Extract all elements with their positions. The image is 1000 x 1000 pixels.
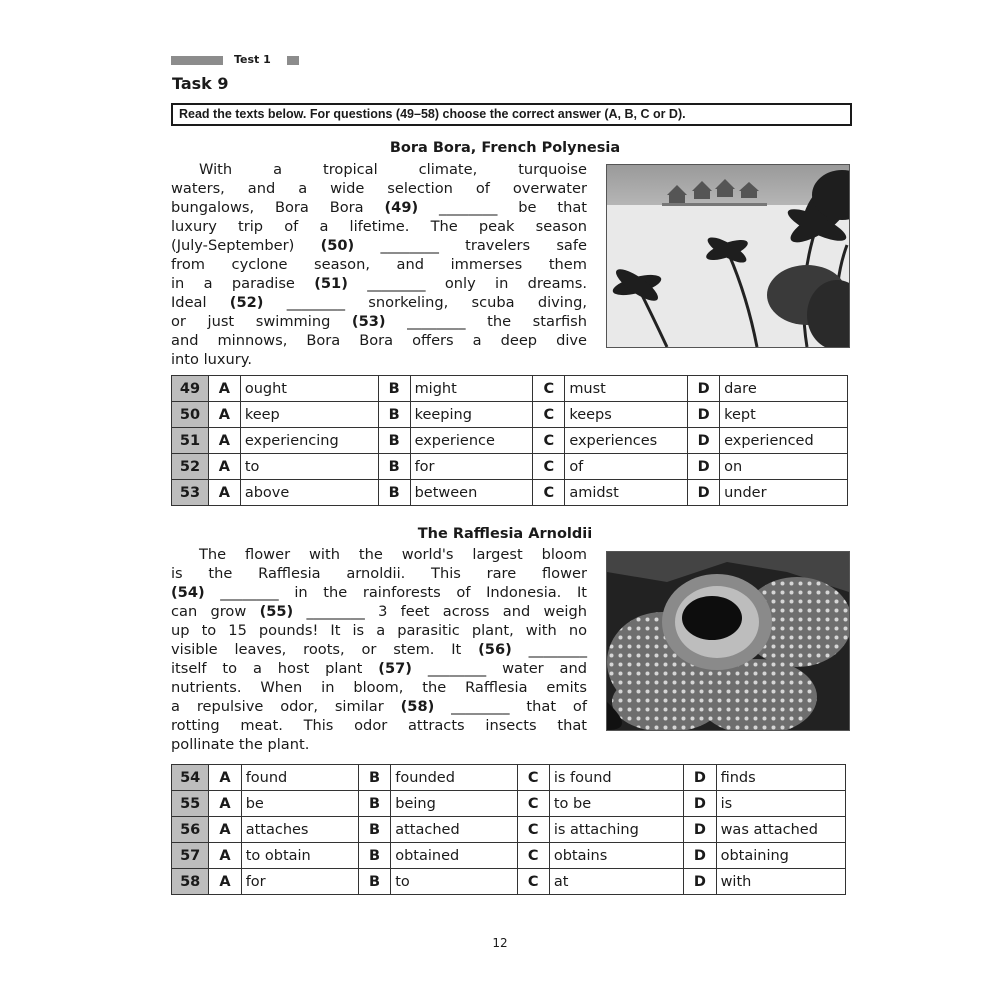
- option-letter-c: C: [533, 454, 565, 480]
- option-letter-b: B: [378, 428, 410, 454]
- option-letter-c: C: [517, 791, 549, 817]
- option-d: was attached: [716, 817, 845, 843]
- rafflesia-photo: [606, 551, 850, 731]
- table-row: [172, 817, 846, 843]
- option-letter-b: B: [378, 402, 410, 428]
- option-letter-b: B: [358, 869, 390, 895]
- paragraph-line: With a tropical climate, turquoise: [199, 161, 587, 178]
- option-letter-b: B: [358, 765, 390, 791]
- option-a: above: [240, 480, 378, 506]
- question-number: 53: [172, 480, 209, 506]
- paragraph-line: itself to a host plant (57) ________ water and: [171, 660, 588, 677]
- beach-palms-photo: [606, 164, 850, 348]
- header-bar-left: [171, 56, 223, 65]
- paragraph-line: (54) ________ in the rainforests of Indonesia. It: [171, 584, 587, 601]
- option-letter-d: D: [684, 791, 716, 817]
- option-letter-c: C: [517, 869, 549, 895]
- option-letter-c: C: [533, 428, 565, 454]
- option-letter-a: A: [208, 402, 240, 428]
- option-a: keep: [240, 402, 378, 428]
- table-row: [172, 869, 846, 895]
- option-letter-b: B: [358, 817, 390, 843]
- paragraph-line: in a paradise (51) ________ only in dreams.: [171, 275, 587, 292]
- beach-palms-image: [607, 165, 849, 347]
- option-letter-d: D: [684, 869, 716, 895]
- paragraph-line: can grow (55) ________ 3 feet across and weigh: [171, 603, 587, 620]
- table-row: [172, 843, 846, 869]
- option-c: to be: [549, 791, 683, 817]
- option-a: ought: [240, 376, 378, 402]
- option-a: to obtain: [241, 843, 358, 869]
- option-c: at: [549, 869, 683, 895]
- question-number: 52: [172, 454, 209, 480]
- paragraph-line: Ideal (52) ________ snorkeling, scuba diving,: [171, 294, 587, 311]
- option-c: amidst: [565, 480, 688, 506]
- paragraph-line: nutrients. When in bloom, the Rafflesia emits: [171, 679, 587, 696]
- option-d: obtaining: [716, 843, 845, 869]
- test-label: Test 1: [234, 53, 271, 66]
- option-letter-a: A: [209, 765, 241, 791]
- task-title: Task 9: [172, 74, 229, 93]
- option-letter-d: D: [688, 402, 720, 428]
- paragraph-line: The flower with the world's largest bloom: [199, 546, 587, 563]
- instruction-box: Read the texts below. For questions (49–58) choose the correct answer (A, B, C or D).: [171, 103, 852, 126]
- option-d: under: [720, 480, 848, 506]
- option-c: keeps: [565, 402, 688, 428]
- paragraph-line: and minnows, Bora Bora offers a deep dive: [171, 332, 587, 349]
- paragraph-line: up to 15 pounds! It is a parasitic plant, with no: [171, 622, 587, 639]
- paragraph-line: into luxury.: [171, 351, 252, 368]
- option-a: experiencing: [240, 428, 378, 454]
- option-letter-a: A: [208, 480, 240, 506]
- paragraph-line: from cyclone season, and immerses them: [171, 256, 587, 273]
- option-a: be: [241, 791, 358, 817]
- option-letter-b: B: [378, 480, 410, 506]
- table-row: [172, 428, 848, 454]
- table-row: [172, 454, 848, 480]
- option-letter-b: B: [358, 843, 390, 869]
- option-a: to: [240, 454, 378, 480]
- paragraph-line: (July-September) (50) ________ travelers safe: [171, 237, 587, 254]
- table-row: [172, 765, 846, 791]
- option-letter-c: C: [533, 402, 565, 428]
- question-number: 50: [172, 402, 209, 428]
- question-number: 57: [172, 843, 209, 869]
- question-number: 56: [172, 817, 209, 843]
- question-number: 58: [172, 869, 209, 895]
- option-b: might: [410, 376, 533, 402]
- table-row: [172, 402, 848, 428]
- option-d: with: [716, 869, 845, 895]
- option-letter-c: C: [517, 765, 549, 791]
- option-letter-d: D: [688, 428, 720, 454]
- option-letter-d: D: [688, 480, 720, 506]
- option-letter-a: A: [208, 376, 240, 402]
- option-letter-b: B: [358, 791, 390, 817]
- option-b: experience: [410, 428, 533, 454]
- paragraph-line: luxury trip of a lifetime. The peak season: [171, 218, 587, 235]
- option-letter-c: C: [517, 817, 549, 843]
- option-letter-b: B: [378, 454, 410, 480]
- option-letter-a: A: [208, 454, 240, 480]
- option-letter-a: A: [208, 428, 240, 454]
- rafflesia-image: [607, 552, 849, 730]
- text2-title: The Rafflesia Arnoldii: [417, 526, 593, 542]
- answer-table-1: [171, 375, 848, 506]
- option-a: attaches: [241, 817, 358, 843]
- paragraph-line: is the Rafflesia arnoldii. This rare flower: [171, 565, 587, 582]
- option-b: to: [391, 869, 517, 895]
- text2-paragraph: [171, 545, 587, 754]
- question-number: 49: [172, 376, 209, 402]
- text1-paragraph: [171, 160, 587, 369]
- table-row: [172, 791, 846, 817]
- paragraph-line: a repulsive odor, similar (58) ________ that of: [171, 698, 588, 715]
- option-d: finds: [716, 765, 845, 791]
- option-letter-b: B: [378, 376, 410, 402]
- paragraph-line: waters, and a wide selection of overwater: [171, 180, 587, 197]
- option-letter-d: D: [684, 843, 716, 869]
- option-letter-c: C: [533, 376, 565, 402]
- question-number: 55: [172, 791, 209, 817]
- option-letter-c: C: [533, 480, 565, 506]
- option-d: kept: [720, 402, 848, 428]
- option-letter-d: D: [684, 765, 716, 791]
- option-d: experienced: [720, 428, 848, 454]
- option-c: must: [565, 376, 688, 402]
- option-a: for: [241, 869, 358, 895]
- option-b: keeping: [410, 402, 533, 428]
- header-bar-right: [287, 56, 299, 65]
- question-number: 54: [172, 765, 209, 791]
- paragraph-line: visible leaves, roots, or stem. It (56) ________: [171, 641, 587, 658]
- option-b: attached: [391, 817, 517, 843]
- option-c: is attaching: [549, 817, 683, 843]
- page-number: 12: [492, 936, 508, 950]
- option-letter-d: D: [688, 454, 720, 480]
- option-b: for: [410, 454, 533, 480]
- table-row: [172, 376, 848, 402]
- option-letter-d: D: [688, 376, 720, 402]
- option-letter-c: C: [517, 843, 549, 869]
- paragraph-line: pollinate the plant.: [171, 736, 310, 753]
- option-b: between: [410, 480, 533, 506]
- paragraph-line: or just swimming (53) ________ the starfish: [171, 313, 587, 330]
- option-d: on: [720, 454, 848, 480]
- option-c: obtains: [549, 843, 683, 869]
- option-c: is found: [549, 765, 683, 791]
- option-d: is: [716, 791, 845, 817]
- option-c: of: [565, 454, 688, 480]
- question-number: 51: [172, 428, 209, 454]
- option-d: dare: [720, 376, 848, 402]
- paragraph-line: rotting meat. This odor attracts insects that: [171, 717, 587, 734]
- option-letter-d: D: [684, 817, 716, 843]
- option-c: experiences: [565, 428, 688, 454]
- option-b: obtained: [391, 843, 517, 869]
- answer-table-2: [171, 764, 846, 895]
- option-letter-a: A: [209, 791, 241, 817]
- option-a: found: [241, 765, 358, 791]
- option-letter-a: A: [209, 843, 241, 869]
- option-letter-a: A: [209, 817, 241, 843]
- option-b: being: [391, 791, 517, 817]
- text1-title: Bora Bora, French Polynesia: [389, 140, 621, 156]
- option-letter-a: A: [209, 869, 241, 895]
- option-b: founded: [391, 765, 517, 791]
- paragraph-line: bungalows, Bora Bora (49) ________ be that: [171, 199, 587, 216]
- table-row: [172, 480, 848, 506]
